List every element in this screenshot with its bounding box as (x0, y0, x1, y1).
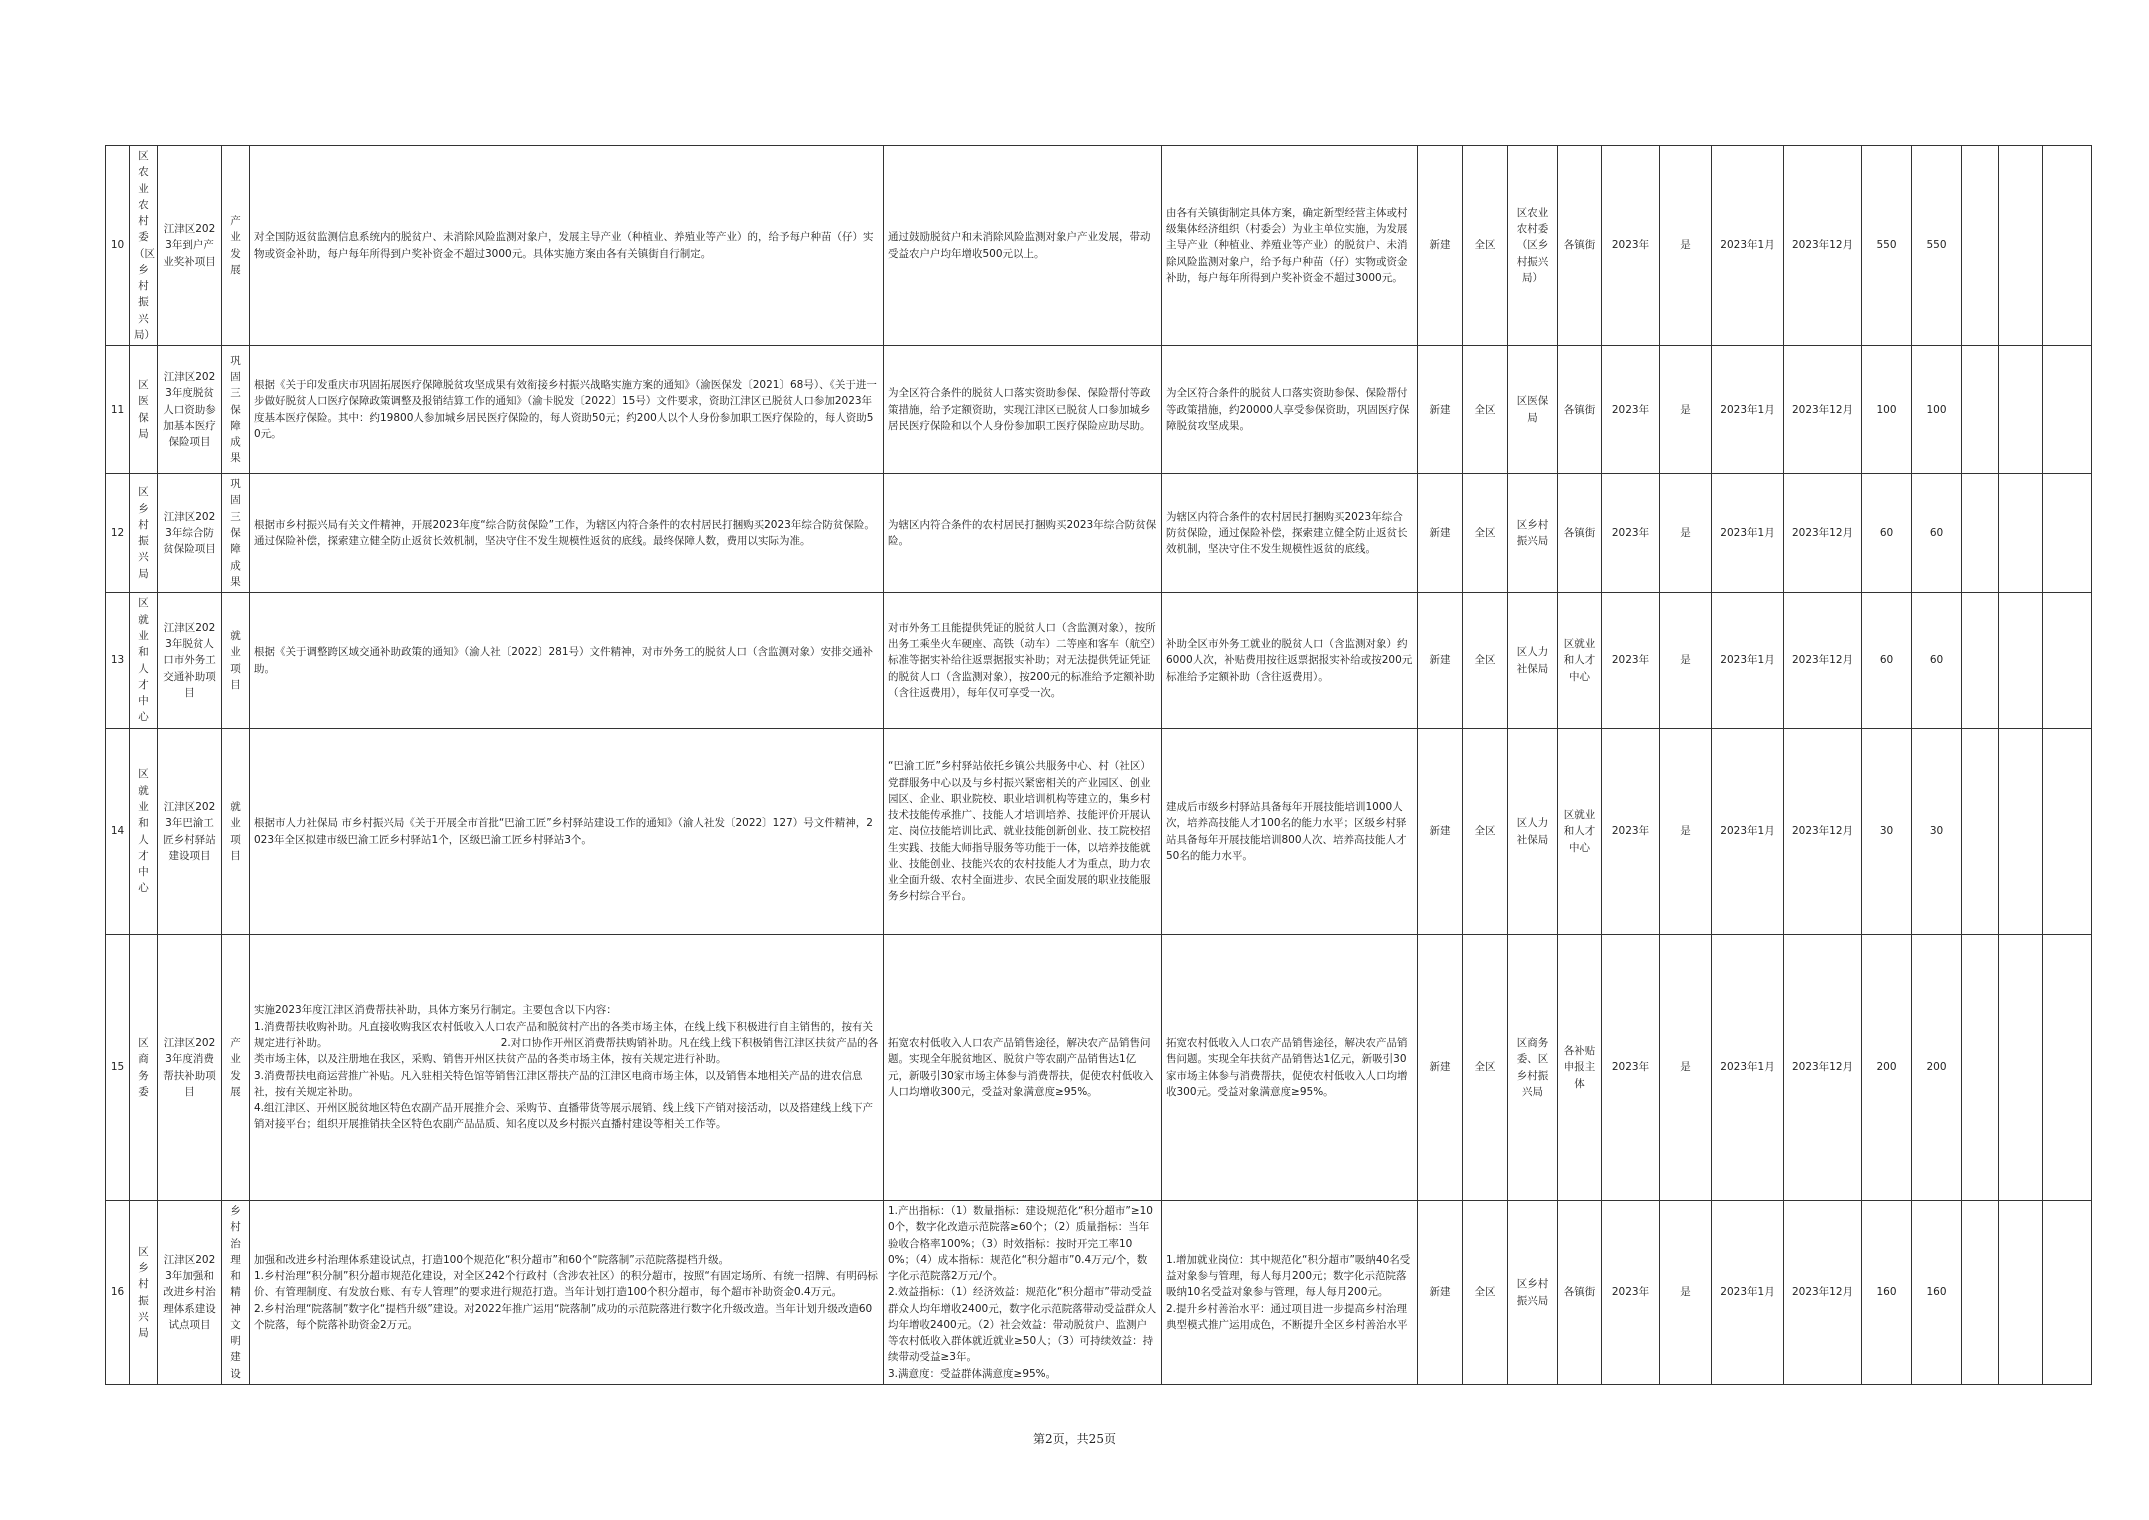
implementer-cell: 区就业和人才中心 (1558, 729, 1602, 935)
row-number: 16 (106, 1201, 130, 1385)
empty-cell (1999, 729, 2043, 935)
fund-cell: 100 (1912, 346, 1962, 474)
fund-cell: 60 (1912, 593, 1962, 729)
content-cell: 根据《关于印发重庆市巩固拓展医疗保障脱贫攻坚成果有效衔接乡村振兴战略实施方案的通知》（渝医保发〔2021〕68号）、《关于进一步做好脱贫人口医疗保障政策调整及报销结算工作的通知》（渝卡脱发〔2022〕15号）文件要求，资助江津区已脱贫人口参加2023年度基本医疗保险。其中：约19800人参加城乡居民医疗保险的，每人资助50元；约200人以个人身份参加职工医疗保险的，每人资助50元。 (250, 346, 884, 474)
nature-cell: 新建 (1418, 474, 1463, 593)
table-row (106, 146, 2092, 346)
implementer-cell: 各补贴申报主体 (1558, 935, 1602, 1201)
empty-cell (1999, 593, 2043, 729)
empty-cell (1962, 1201, 1999, 1385)
target-cell: 为辖区内符合条件的农村居民打捆购买2023年综合防贫保险，通过保险补偿，探索建立健全防止返贫长效机制，坚决守住不发生规模性返贫的底线。 (1162, 474, 1418, 593)
row-number: 11 (106, 346, 130, 474)
empty-cell (1962, 474, 1999, 593)
implementer-cell: 各镇街 (1558, 146, 1602, 346)
start-cell: 2023年1月 (1712, 729, 1784, 935)
row-number: 13 (106, 593, 130, 729)
project-name-cell: 江津区2023年到户产业奖补项目 (158, 146, 222, 346)
table-row (106, 474, 2092, 593)
fund-cell: 160 (1912, 1201, 1962, 1385)
row-number: 14 (106, 729, 130, 935)
table-row (106, 346, 2092, 474)
department-cell: 区乡村振兴局 (130, 1201, 158, 1385)
project-table (105, 145, 2092, 1385)
empty-cell (2043, 346, 2092, 474)
end-cell: 2023年12月 (1784, 474, 1862, 593)
empty-cell (2043, 146, 2092, 346)
nature-cell: 新建 (1418, 146, 1463, 346)
start-cell: 2023年1月 (1712, 474, 1784, 593)
end-cell: 2023年12月 (1784, 593, 1862, 729)
start-cell: 2023年1月 (1712, 935, 1784, 1201)
end-cell: 2023年12月 (1784, 729, 1862, 935)
location-cell: 全区 (1463, 146, 1508, 346)
nature-cell: 新建 (1418, 729, 1463, 935)
empty-cell (1962, 593, 1999, 729)
table-row (106, 1201, 2092, 1385)
location-cell: 全区 (1463, 346, 1508, 474)
implementer-cell: 各镇街 (1558, 1201, 1602, 1385)
total-cell: 550 (1862, 146, 1912, 346)
project-name-cell: 江津区2023年度消费帮扶补助项目 (158, 935, 222, 1201)
empty-cell (1962, 935, 1999, 1201)
content-cell: 实施2023年度江津区消费帮扶补助，具体方案另行制定。主要包含以下内容： 1.消费帮扶收购补助。凡直接收购我区农村低收入人口农产品和脱贫村产出的各类市场主体，在线上线下积极进行自主销售的，按有关规定进行补助。 2.对口协作开州区消费帮扶购销补助。凡在线上线下积极销售江津区扶贫产品的各类市场主体，以及注册地在我区，采购、销售开州区扶贫产品的各类市场主体，按有关规定进行补助。 3.消费帮扶电商运营推广补贴。凡入驻相关特色馆等销售江津区帮扶产品的江津区电商市场主体，以及销售本地相关产品的进农信息社，按有关规定补助。 4.组江津区、开州区脱贫地区特色农副产品开展推介会、采购节、直播带货等展示展销、线上线下产销对接活动，以及搭建线上线下产销对接平台；组织开展推销扶全区特色农副产品品质、知名度以及乡村振兴直播村建设等相关工作等。 (250, 935, 884, 1201)
fund-cell: 30 (1912, 729, 1962, 935)
benefit-cell: 对市外务工且能提供凭证的脱贫人口（含监测对象），按所出务工乘坐火车硬座、高铁（动车）二等座和客车（航空）标准等据实补给往返票据报实补助；对无法提供凭证凭证的脱贫人口（含监测对象），按200元的标准给予定额补助（含往返费用），每年仅可享受一次。 (884, 593, 1162, 729)
flag-cell: 是 (1660, 1201, 1712, 1385)
flag-cell: 是 (1660, 146, 1712, 346)
empty-cell (1962, 346, 1999, 474)
table-row (106, 593, 2092, 729)
location-cell: 全区 (1463, 729, 1508, 935)
flag-cell: 是 (1660, 346, 1712, 474)
benefit-cell: 拓宽农村低收入人口农产品销售途径，解决农产品销售问题。实现全年脱贫地区、脱贫户等农副产品销售达1亿元，新吸引30家市场主体参与消费帮扶，促使农村低收入人口均增收300元，受益对象满意度≥95%。 (884, 935, 1162, 1201)
target-cell: 为全区符合条件的脱贫人口落实资助参保、保险帮付等政策措施，约20000人享受参保资助，巩固医疗保障脱贫攻坚成果。 (1162, 346, 1418, 474)
end-cell: 2023年12月 (1784, 935, 1862, 1201)
location-cell: 全区 (1463, 1201, 1508, 1385)
end-cell: 2023年12月 (1784, 146, 1862, 346)
row-number: 12 (106, 474, 130, 593)
target-cell: 建成后市级乡村驿站具备每年开展技能培训1000人次，培养高技能人才100名的能力水平；区级乡村驿站具备每年开展技能培训800人次、培养高技能人才50名的能力水平。 (1162, 729, 1418, 935)
flag-cell: 是 (1660, 474, 1712, 593)
owner-cell: 区乡村振兴局 (1508, 1201, 1558, 1385)
empty-cell (2043, 474, 2092, 593)
implementer-cell: 各镇街 (1558, 474, 1602, 593)
benefit-cell: 为辖区内符合条件的农村居民打捆购买2023年综合防贫保险。 (884, 474, 1162, 593)
empty-cell (1999, 346, 2043, 474)
content-cell: 加强和改进乡村治理体系建设试点，打造100个规范化“积分超市”和60个“院落制”示范院落提档升级。 1.乡村治理“积分制”积分超市规范化建设，对全区242个行政村（含涉农社区）的积分超市，按照“有固定场所、有统一招牌、有明码标价、有管理制度、有发放台账、有专人管理”的要求进行规范打造。当年计划打造100个积分超市，每个超市补助资金0.4万元。 2.乡村治理“院落制”数字化“提档升级”建设。对2022年推广运用“院落制”成功的示范院落进行数字化升级改造。当年计划升级改造60个院落，每个院落补助资金2万元。 (250, 1201, 884, 1385)
content-cell: 根据《关于调整跨区域交通补助政策的通知》（渝人社〔2022〕281号）文件精神，对市外务工的脱贫人口（含监测对象）安排交通补助。 (250, 593, 884, 729)
flag-cell: 是 (1660, 729, 1712, 935)
empty-cell (2043, 1201, 2092, 1385)
project-type-cell: 就业项目 (222, 729, 250, 935)
empty-cell (1999, 1201, 2043, 1385)
owner-cell: 区医保局 (1508, 346, 1558, 474)
department-cell: 区农业农村委（区乡村振兴局） (130, 146, 158, 346)
year-cell: 2023年 (1602, 729, 1660, 935)
start-cell: 2023年1月 (1712, 346, 1784, 474)
fund-cell: 60 (1912, 474, 1962, 593)
owner-cell: 区人力社保局 (1508, 729, 1558, 935)
year-cell: 2023年 (1602, 935, 1660, 1201)
row-number: 15 (106, 935, 130, 1201)
start-cell: 2023年1月 (1712, 1201, 1784, 1385)
department-cell: 区医保局 (130, 346, 158, 474)
fund-cell: 200 (1912, 935, 1962, 1201)
owner-cell: 区商务委、区乡村振兴局 (1508, 935, 1558, 1201)
start-cell: 2023年1月 (1712, 593, 1784, 729)
empty-cell (2043, 729, 2092, 935)
empty-cell (2043, 935, 2092, 1201)
target-cell: 1.增加就业岗位：其中规范化“积分超市”吸纳40名受益对象参与管理，每人每月200元；数字化示范院落吸纳10名受益对象参与管理，每人每月200元。 2.提升乡村善治水平：通过项目进一步提高乡村治理典型模式推广运用成色，不断提升全区乡村善治水平 (1162, 1201, 1418, 1385)
owner-cell: 区农业农村委（区乡村振兴局） (1508, 146, 1558, 346)
nature-cell: 新建 (1418, 935, 1463, 1201)
project-name-cell: 江津区2023年巴渝工匠乡村驿站建设项目 (158, 729, 222, 935)
project-name-cell: 江津区2023年加强和改进乡村治理体系建设试点项目 (158, 1201, 222, 1385)
benefit-cell: 通过鼓励脱贫户和未消除风险监测对象户产业发展，带动受益农户户均年增收500元以上。 (884, 146, 1162, 346)
implementer-cell: 各镇街 (1558, 346, 1602, 474)
start-cell: 2023年1月 (1712, 146, 1784, 346)
total-cell: 100 (1862, 346, 1912, 474)
empty-cell (1962, 146, 1999, 346)
department-cell: 区就业和人才中心 (130, 593, 158, 729)
year-cell: 2023年 (1602, 1201, 1660, 1385)
row-number: 10 (106, 146, 130, 346)
target-cell: 拓宽农村低收入人口农产品销售途径，解决农产品销售问题。实现全年扶贫产品销售达1亿元，新吸引30家市场主体参与消费帮扶，促使农村低收入人口均增收300元。受益对象满意度≥95%。 (1162, 935, 1418, 1201)
page-footer: 第2页，共25页 (1033, 1432, 1116, 1446)
nature-cell: 新建 (1418, 1201, 1463, 1385)
project-type-cell: 巩固三保障成果 (222, 346, 250, 474)
location-cell: 全区 (1463, 935, 1508, 1201)
location-cell: 全区 (1463, 593, 1508, 729)
total-cell: 60 (1862, 474, 1912, 593)
year-cell: 2023年 (1602, 146, 1660, 346)
total-cell: 30 (1862, 729, 1912, 935)
implementer-cell: 区就业和人才中心 (1558, 593, 1602, 729)
end-cell: 2023年12月 (1784, 346, 1862, 474)
flag-cell: 是 (1660, 935, 1712, 1201)
project-type-cell: 就业项目 (222, 593, 250, 729)
flag-cell: 是 (1660, 593, 1712, 729)
empty-cell (1962, 729, 1999, 935)
empty-cell (1999, 474, 2043, 593)
owner-cell: 区乡村振兴局 (1508, 474, 1558, 593)
benefit-cell: “巴渝工匠”乡村驿站依托乡镇公共服务中心、村（社区）党群服务中心以及与乡村振兴紧密相关的产业园区、创业园区、企业、职业院校、职业培训机构等建立的，集乡村技术技能传承推广、技能人才培训培养、技能评价开展认定、岗位技能培训比武、就业技能创新创业、技工院校招生实践、技能大师指导服务等功能于一体，以培养技能就业、技能创业、技能兴农的农村技能人才为重点，助力农业全面升级、农村全面进步、农民全面发展的职业技能服务乡村综合平台。 (884, 729, 1162, 935)
end-cell: 2023年12月 (1784, 1201, 1862, 1385)
location-cell: 全区 (1463, 474, 1508, 593)
target-cell: 由各有关镇街制定具体方案，确定新型经营主体或村级集体经济组织（村委会）为业主单位实施，为发展主导产业（种植业、养殖业等产业）的脱贫户、未消除风险监测对象户，给予每户种苗（仔）实物或资金补助，每户每年所得到户奖补资金不超过3000元。 (1162, 146, 1418, 346)
project-type-cell: 产业发展 (222, 935, 250, 1201)
benefit-cell: 1.产出指标：（1）数量指标：建设规范化“积分超市”≥100个，数字化改造示范院落≥60个；（2）质量指标：当年验收合格率100%；（3）时效指标：按时开完工率100%；（4）成本指标：规范化“积分超市”0.4万元/个，数字化示范院落2万元/个。 2.效益指标：（1）经济效益：规范化“积分超市”带动受益群众人均年增收2400元，数字化示范院落带动受益群众人均年增收2400元。（2）社会效益：带动脱贫户、监测户等农村低收入群体就近就业≥50人；（3）可持续效益：持续带动受益≥3年。 3.满意度：受益群体满意度≥95%。 (884, 1201, 1162, 1385)
department-cell: 区商务委 (130, 935, 158, 1201)
project-type-cell: 乡村治理和精神文明建设 (222, 1201, 250, 1385)
nature-cell: 新建 (1418, 346, 1463, 474)
year-cell: 2023年 (1602, 346, 1660, 474)
project-name-cell: 江津区2023年脱贫人口市外务工交通补助项目 (158, 593, 222, 729)
project-type-cell: 巩固三保障成果 (222, 474, 250, 593)
total-cell: 200 (1862, 935, 1912, 1201)
target-cell: 补助全区市外务工就业的脱贫人口（含监测对象）约6000人次，补贴费用按往返票据报实补给或按200元标准给予定额补助（含往返费用）。 (1162, 593, 1418, 729)
department-cell: 区就业和人才中心 (130, 729, 158, 935)
department-cell: 区乡村振兴局 (130, 474, 158, 593)
fund-cell: 550 (1912, 146, 1962, 346)
content-cell: 对全国防返贫监测信息系统内的脱贫户、未消除风险监测对象户，发展主导产业（种植业、养殖业等产业）的，给予每户种苗（仔）实物或资金补助，每户每年所得到户奖补资金不超过3000元。具体实施方案由各有关镇街自行制定。 (250, 146, 884, 346)
empty-cell (1999, 935, 2043, 1201)
benefit-cell: 为全区符合条件的脱贫人口落实资助参保、保险帮付等政策措施，给予定额资助，实现江津区已脱贫人口参加城乡居民医疗保险和以个人身份参加职工医疗保险应助尽助。 (884, 346, 1162, 474)
owner-cell: 区人力社保局 (1508, 593, 1558, 729)
empty-cell (2043, 593, 2092, 729)
table-row (106, 729, 2092, 935)
content-cell: 根据市乡村振兴局有关文件精神，开展2023年度“综合防贫保险”工作，为辖区内符合条件的农村居民打捆购买2023年综合防贫保险。通过保险补偿，探索建立健全防止返贫长效机制，坚决守住不发生规模性返贫的底线。最终保障人数，费用以实际为准。 (250, 474, 884, 593)
project-name-cell: 江津区2023年度脱贫人口资助参加基本医疗保险项目 (158, 346, 222, 474)
nature-cell: 新建 (1418, 593, 1463, 729)
empty-cell (1999, 146, 2043, 346)
table-row (106, 935, 2092, 1201)
project-name-cell: 江津区2023年综合防贫保险项目 (158, 474, 222, 593)
year-cell: 2023年 (1602, 474, 1660, 593)
total-cell: 160 (1862, 1201, 1912, 1385)
project-type-cell: 产业发展 (222, 146, 250, 346)
total-cell: 60 (1862, 593, 1912, 729)
year-cell: 2023年 (1602, 593, 1660, 729)
content-cell: 根据市人力社保局 市乡村振兴局《关于开展全市首批“巴渝工匠”乡村驿站建设工作的通知》（渝人社发〔2022〕127）号文件精神，2023年全区拟建市级巴渝工匠乡村驿站1个，区级巴渝工匠乡村驿站3个。 (250, 729, 884, 935)
